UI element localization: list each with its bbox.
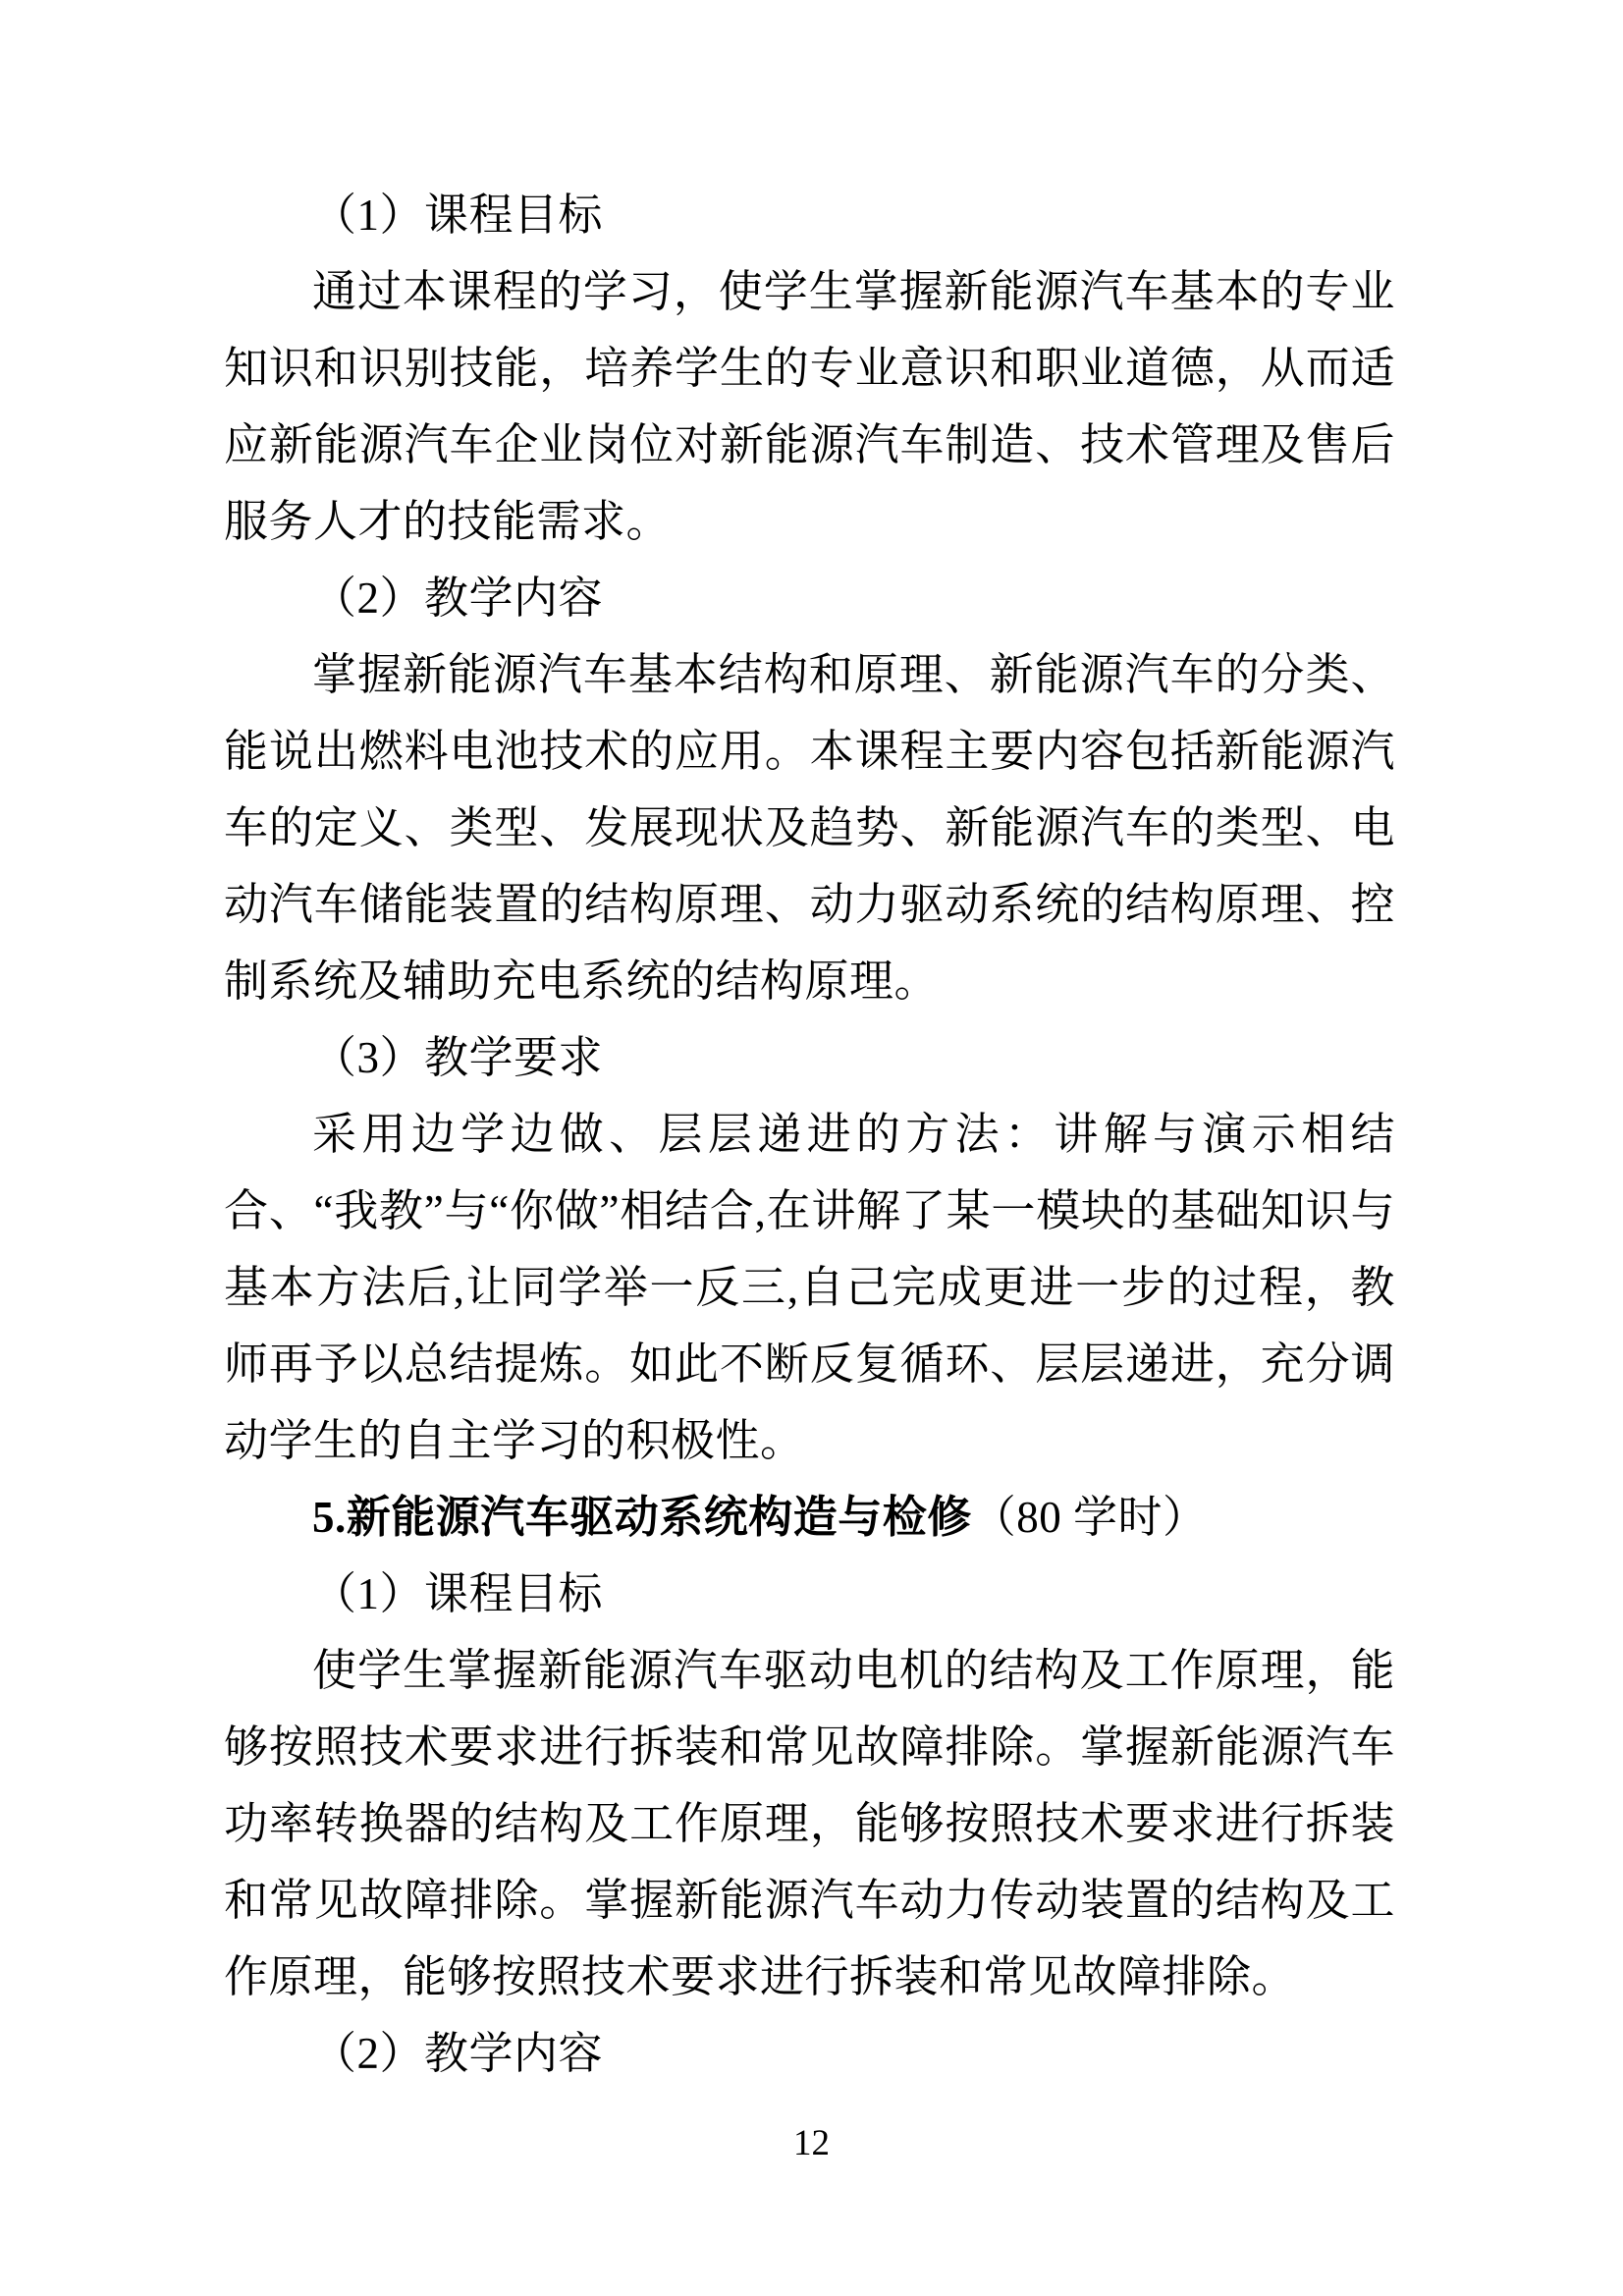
- page-number: 12: [793, 2123, 830, 2163]
- course-5-hours: （80 学时）: [971, 1493, 1208, 1542]
- paragraph-course-goal-2: 使学生掌握新能源汽车驱动电机的结构及工作原理，能够按照技术要求进行拆装和常见故障排除。掌握新能源汽车功率转换器的结构及工作原理，能够按照技术要求进行拆装和常见故障排除。掌握新能源汽车动力传动装置的结构及工作原理，能够按照技术要求进行拆装和常见故障排除。: [224, 1646, 1395, 2001]
- item-label-course-goal-1: （1）课程目标: [312, 191, 604, 240]
- item-label-teaching-content-1: （2）教学内容: [312, 574, 604, 623]
- paragraph-teaching-content-1: 掌握新能源汽车基本结构和原理、新能源汽车的分类、能说出燃料电池技术的应用。本课程主要内容包括新能源汽车的定义、类型、发展现状及趋势、新能源汽车的类型、电动汽车储能装置的结构原理、动力驱动系统的结构原理、控制系统及辅助充电系统的结构原理。: [224, 650, 1395, 1006]
- item-label-teaching-requirements: （3）教学要求: [312, 1033, 604, 1082]
- document-body: [224, 177, 1395, 2092]
- paragraph-course-goal-1: 通过本课程的学习，使学生掌握新能源汽车基本的专业知识和识别技能，培养学生的专业意识和职业道德，从而适应新能源汽车企业岗位对新能源汽车制造、技术管理及售后服务人才的技能需求。: [224, 267, 1395, 546]
- item-label-course-goal-2: （1）课程目标: [312, 1569, 604, 1618]
- course-5-title: 5.新能源汽车驱动系统构造与检修: [312, 1493, 972, 1542]
- item-label-teaching-content-2: （2）教学内容: [312, 2029, 604, 2078]
- course-5-heading: [224, 1479, 1395, 1556]
- paragraph-teaching-requirements: 采用边学边做、层层递进的方法：讲解与演示相结合、“我教”与“你做”相结合,在讲解了某一模块的基础知识与基本方法后,让同学举一反三,自己完成更进一步的过程，教师再予以总结提炼。如此不断反复循环、层层递进，充分调动学生的自主学习的积极性。: [224, 1110, 1395, 1465]
